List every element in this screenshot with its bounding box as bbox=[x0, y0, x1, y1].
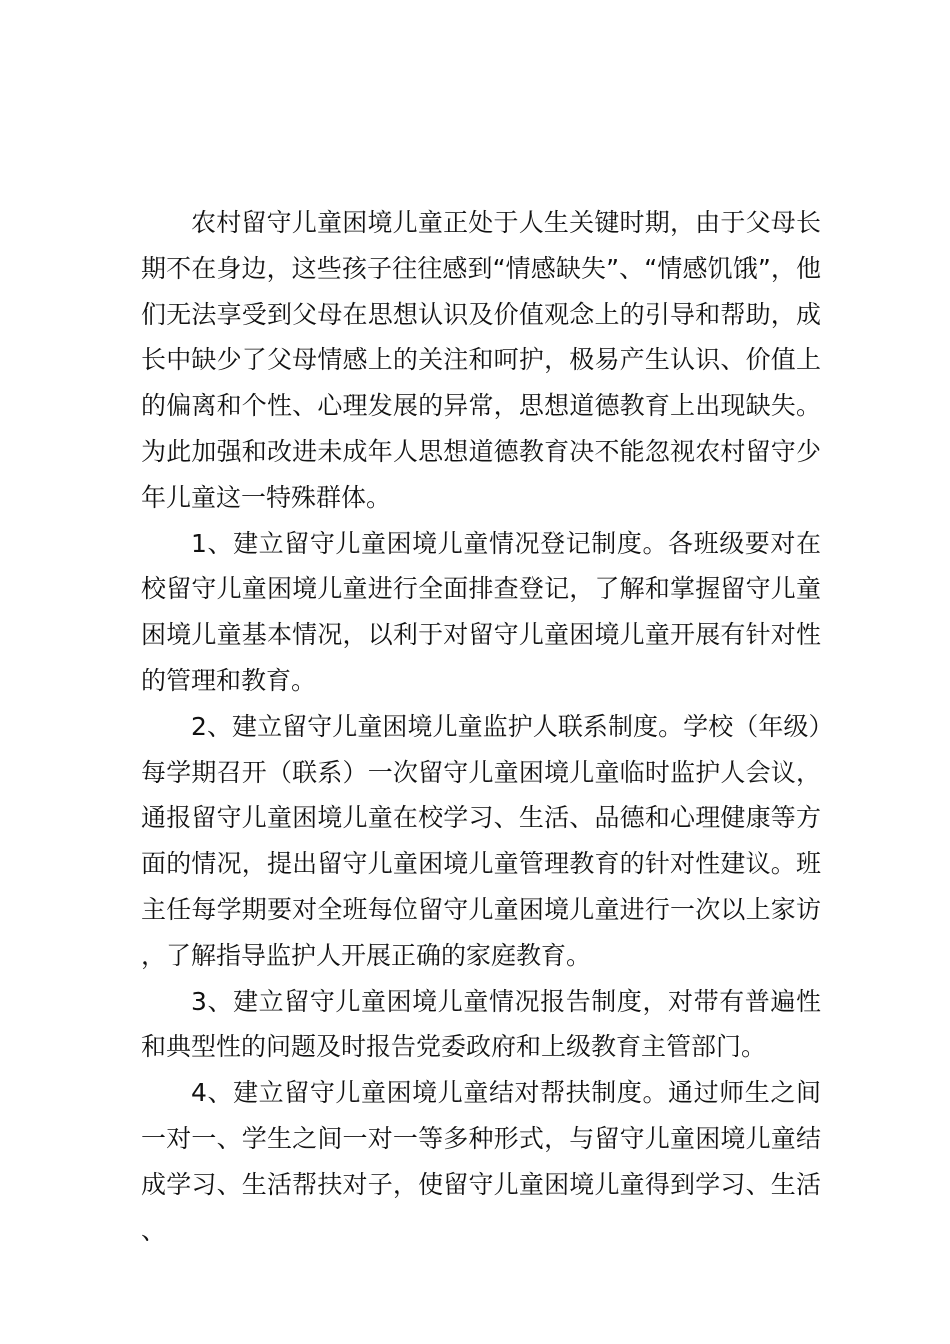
paragraph-item-2: 2、建立留守儿童困境儿童监护人联系制度。学校（年级）每学期召开（联系）一次留守儿童困境儿童临时监护人会议，通报留守儿童困境儿童在校学习、生活、品德和心理健康等方面的情况，提出留守儿童困境儿童管理教育的针对性建议。班主任每学期要对全班每位留守儿童困境儿童进行一次以上家访，了解指导监护人开展正确的家庭教育。 bbox=[141, 711, 821, 970]
paragraph-intro: 农村留守儿童困境儿童正处于人生关键时期，由于父母长期不在身边，这些孩子往往感到“情感缺失”、“情感饥饿”，他们无法享受到父母在思想认识及价值观念上的引导和帮助，成长中缺少了父母情感上的关注和呵护，极易产生认识、价值上的偏离和个性、心理发展的异常，思想道德教育上出现缺失。为此加强和改进未成年人思想道德教育决不能忽视农村留守少年儿童这一特殊群体。 bbox=[141, 208, 821, 512]
paragraph-item-1: 1、建立留守儿童困境儿童情况登记制度。各班级要对在校留守儿童困境儿童进行全面排查登记，了解和掌握留守儿童困境儿童基本情况，以利于对留守儿童困境儿童开展有针对性的管理和教育。 bbox=[141, 528, 821, 695]
paragraph-item-4: 4、建立留守儿童困境儿童结对帮扶制度。通过师生之间一对一、学生之间一对一等多种形式，与留守儿童困境儿童结成学习、生活帮扶对子，使留守儿童困境儿童得到学习、生活、 bbox=[141, 1078, 821, 1245]
paragraph-item-3: 3、建立留守儿童困境儿童情况报告制度，对带有普遍性和典型性的问题及时报告党委政府和上级教育主管部门。 bbox=[141, 986, 821, 1062]
document-body bbox=[141, 200, 821, 1253]
